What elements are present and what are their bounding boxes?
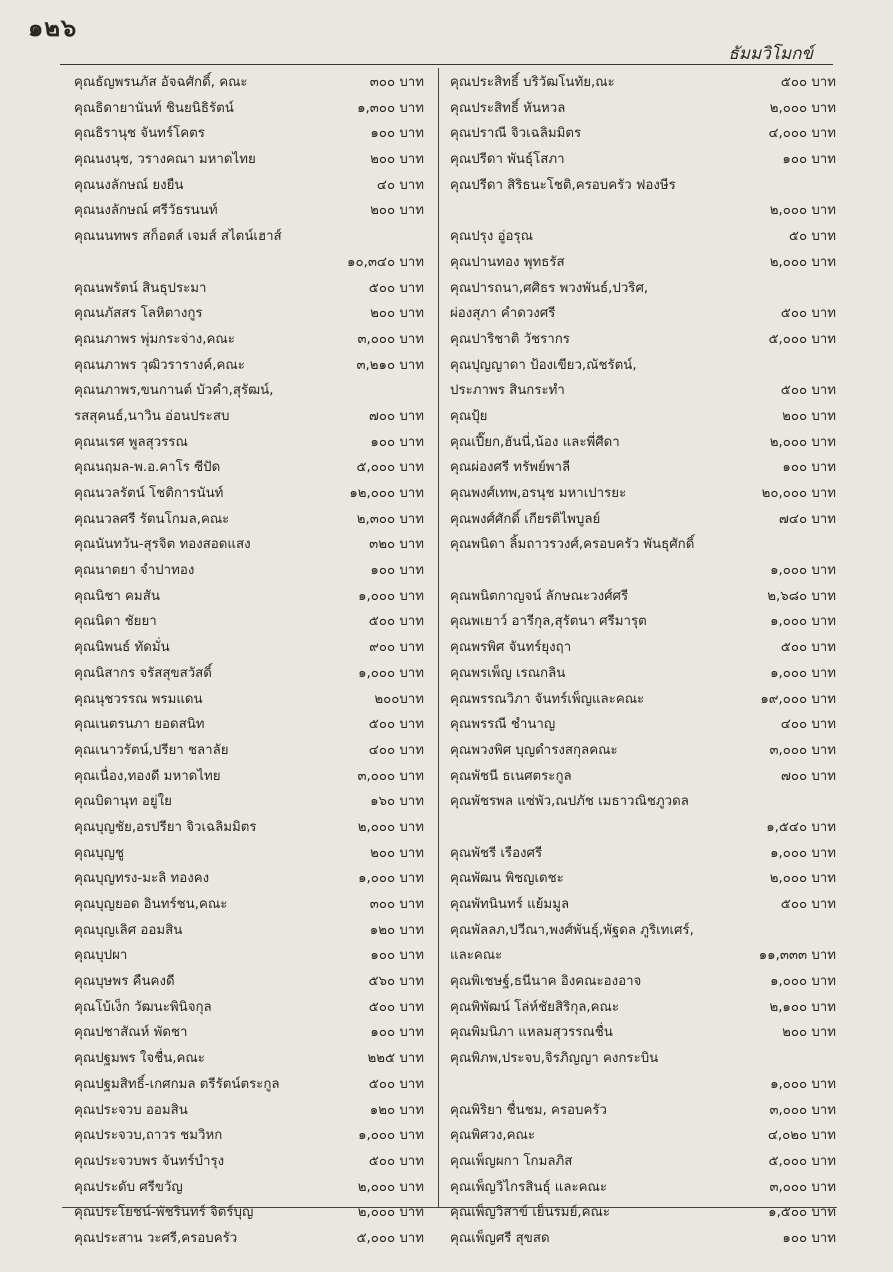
donor-name: คุณบุญชู (74, 845, 125, 861)
donor-entry (74, 147, 424, 173)
donor-name: คุณบุษพร คืนคงดี (74, 974, 175, 990)
donation-amount: ๕,๐๐๐ บาท (356, 1230, 424, 1246)
donor-name: คุณปุ้ย (450, 408, 488, 424)
donor-entry (74, 866, 424, 892)
donor-name: คุณพัฒน พิชญเดชะ (450, 871, 564, 887)
donor-entry (450, 198, 836, 224)
donation-amount: ๑๒๐ บาท (369, 922, 424, 938)
donor-name: คุณปารถนา,ศศิธร พวงพันธ์,ปวริศ, (450, 280, 649, 296)
donor-name: คุณพิศวง,คณะ (450, 1128, 535, 1144)
donor-entry (450, 1175, 836, 1201)
donor-entry (450, 841, 836, 867)
donor-entry (450, 507, 836, 533)
donor-name: คุณเพ็ญผกา โกมลภิส (450, 1153, 573, 1169)
donation-amount (830, 276, 836, 302)
donor-entry (74, 327, 424, 353)
donation-amount: ๒๐๐ บาท (370, 306, 424, 322)
donor-entry (74, 969, 424, 995)
donation-amount: ๒๐,๐๐๐ บาท (761, 486, 836, 501)
donor-entry (74, 918, 424, 944)
donor-entry (450, 1098, 836, 1124)
donation-amount: ๓,๒๑๐ บาท (356, 357, 424, 373)
donor-entry (74, 224, 424, 250)
donor-entry (450, 892, 836, 918)
donation-amount: ๔๐๐ บาท (368, 742, 424, 758)
donor-name: คุณบุปผา (74, 948, 128, 964)
donor-entry (450, 121, 836, 147)
donor-entry (74, 507, 424, 533)
donation-amount: ๑,๐๐๐ บาท (770, 665, 836, 681)
donor-name: คุณพิมนิภา แหลมสุวรรณชื่น (450, 1025, 613, 1041)
donor-entry (74, 1020, 424, 1046)
donation-amount: ๕๐๐ บาท (368, 999, 424, 1015)
donation-amount: ๕๐๐ บาท (368, 1076, 424, 1092)
donor-name: คุณพงศ์ศักดิ์ เกียรติไพบูลย์ (450, 511, 601, 527)
donor-entry (74, 378, 424, 404)
donation-amount: ๑,๐๐๐ บาท (770, 563, 836, 579)
donation-amount: ๓,๐๐๐ บาท (769, 1102, 836, 1118)
donation-amount: ๕๐๐ บาท (368, 717, 424, 733)
donation-amount: ๕,๐๐๐ บาท (768, 331, 836, 347)
donation-amount: ๕๐๐ บาท (368, 1153, 424, 1169)
donor-name: คุณโบ้เง็ก วัฒนะพินิจกุล (74, 999, 212, 1015)
donor-name: คุณปรีดา พันธุ์โสภา (450, 152, 565, 168)
donation-amount: ๒๐๐บาท (374, 691, 424, 707)
donor-entry (450, 918, 836, 944)
donation-amount: ๓,๐๐๐ บาท (769, 1179, 836, 1195)
donor-entry (450, 584, 836, 610)
donation-amount: ๓๐๐ บาท (369, 897, 424, 912)
donor-name: คุณนภาพร พุ่มกระจ่าง,คณะ (74, 331, 235, 347)
donor-name (74, 250, 341, 276)
donation-amount: ๑,๐๐๐ บาท (358, 588, 424, 604)
donation-amount: ๑๒,๐๐๐ บาท (349, 486, 424, 501)
donor-entry (74, 687, 424, 713)
donor-entry (450, 481, 836, 507)
donor-name: คุณนนทพร สก็อตส์ เจมส์ สไตน์เฮาส์ (74, 229, 282, 245)
donation-amount: ๒,๐๐๐ บาท (769, 254, 836, 270)
donor-name: คุณพัลลภ,ปวีณา,พงศ์พันธุ์,พัฐดล ภูริเทเศร์, (450, 922, 694, 938)
donor-name: คุณนิพนธ์ ทัดมั่น (74, 640, 170, 656)
donor-name: คุณพัทนินทร์ แย้มมูล (450, 897, 570, 912)
donation-amount: ๒,๖๘๐ บาท (767, 588, 836, 604)
donation-amount: ๓,๐๐๐ บาท (357, 768, 424, 784)
donor-name: คุณนุชวรรณ พรมแดน (74, 691, 203, 707)
donor-name: คุณนพรัตน์ สินธุประมา (74, 280, 207, 296)
donor-entry (74, 96, 424, 122)
donor-entry (74, 1149, 424, 1175)
donation-amount: ๗๐๐ บาท (368, 408, 424, 424)
donor-entry (74, 1175, 424, 1201)
donor-name (450, 1072, 764, 1098)
donor-entry (74, 455, 424, 481)
donor-name: คุณนภาพร,ขนกานต์ บัวคำ,สุรัฒน์, (74, 383, 274, 399)
donation-amount: ๓๒๐ บาท (369, 537, 424, 553)
donor-entry (74, 301, 424, 327)
donor-entry (450, 250, 836, 276)
donor-name: คุณพวงพิศ บุญดำรงสกุลคณะ (450, 742, 618, 758)
donor-name: คุณพนิดา ลิ้มถาวรวงศ์,ครอบครัว พันธุศักดิ์ (450, 537, 695, 553)
donor-name: คุณพัชนี ธเนศตระกูล (450, 768, 572, 784)
donor-name: คุณปฐมสิทธิ์-เกศกมล ตรีรัตน์ตระกูล (74, 1076, 280, 1092)
donation-amount (830, 918, 836, 944)
donor-entry (74, 353, 424, 379)
donor-name: คุณบุญเลิศ ออมสิน (74, 922, 183, 938)
donation-amount: ๑,๐๐๐ บาท (770, 1076, 836, 1092)
donation-amount (830, 1046, 836, 1072)
donation-amount: ๑๐๐ บาท (782, 460, 836, 476)
donor-name: คุณธิดายานันท์ ชินยนิธิรัตน์ (74, 100, 234, 116)
donor-entry (74, 609, 424, 635)
donor-entry (450, 789, 836, 815)
donor-entry (450, 173, 836, 199)
donation-amount: ๙๐๐ บาท (369, 640, 424, 656)
donor-entry (74, 584, 424, 610)
donor-entry (450, 276, 836, 302)
donor-entry (74, 173, 424, 199)
donor-name: คุณนาตยา จำปาทอง (74, 563, 195, 579)
donor-entry (74, 404, 424, 430)
donor-name (450, 815, 760, 841)
donor-entry (74, 481, 424, 507)
donor-name: คุณธิรานุช จันทร์โคตร (74, 126, 205, 142)
donor-entry (450, 430, 836, 456)
donor-name: คุณพรพิศ จันทร์ยุงฤา (450, 640, 572, 656)
donor-entry (450, 969, 836, 995)
donor-entry (450, 815, 836, 841)
donor-name: คุณนงลักษณ์ ศรีวัธรนนท์ (74, 203, 218, 219)
donor-entry (450, 995, 836, 1021)
donor-entry (450, 1072, 836, 1098)
donor-name: คุณพรรณวิภา จันทร์เพ็ญและคณะ (450, 691, 645, 707)
donor-entry (74, 1123, 424, 1149)
donor-name: คุณพรเพ็ญ เรณกลิน (450, 665, 566, 681)
donor-name: คุณพิภพ,ประจบ,จิรภิญญา คงกระบิน (450, 1051, 659, 1067)
header-title: ธัมมวิโมกข์ (728, 44, 813, 64)
donor-name: คุณปานทอง พุทธรัส (450, 254, 565, 270)
donation-amount: ๑๙,๐๐๐ บาท (760, 691, 836, 707)
donation-amount: ๑๐๐ บาท (370, 563, 424, 579)
donor-name (450, 198, 764, 224)
donor-name: คุณเนาวรัตน์,ปรียา ชลาลัย (74, 742, 229, 758)
donation-amount: ๑๐๐ บาท (370, 948, 424, 964)
donor-name: คุณเพ็ญศรี สุขสด (450, 1230, 550, 1246)
donation-amount: ๑๒๐ บาท (369, 1102, 424, 1118)
donation-amount: ๒๐๐ บาท (370, 203, 424, 219)
donor-entry (450, 661, 836, 687)
donation-amount: ๒,๐๐๐ บาท (769, 434, 836, 450)
donation-amount: ๑๑,๓๓๓ บาท (758, 948, 836, 964)
donation-amount: ๒,๑๐๐ บาท (769, 999, 836, 1015)
donor-entry (74, 1072, 424, 1098)
donation-amount: ๔๐ บาท (376, 177, 424, 193)
donor-name: และคณะ (450, 948, 503, 964)
donor-name: คุณเพ็ญวิไกรสินธุ์ และคณะ (450, 1179, 607, 1195)
donor-name: คุณพงศ์เทพ,อรนุช มหาเปารยะ (450, 486, 627, 501)
donation-amount: ๑๐,๓๔๐ บาท (347, 254, 424, 270)
donor-name: คุณผ่องศรี ทรัพย์พาลี (450, 460, 571, 476)
donor-name: คุณนงลักษณ์ ยงยืน (74, 177, 184, 193)
donor-entry (74, 121, 424, 147)
donor-entry (74, 1226, 424, 1252)
donor-name: คุณนันทวัน-สุรจิต ทองสอดแสง (74, 537, 251, 553)
donor-name: ผ่องสุภา คำดวงศรี (450, 306, 556, 322)
donation-amount: ๑,๐๐๐ บาท (770, 614, 836, 630)
donor-name: คุณประสิทธิ์ บริวัฒโนทัย,ณะ (450, 75, 615, 90)
donor-name: คุณเนื่อง,ทองดี มหาดไทย (74, 768, 221, 784)
donor-entry (74, 1200, 424, 1226)
donor-entry (450, 96, 836, 122)
donor-entry (450, 687, 836, 713)
donor-entry (74, 892, 424, 918)
donation-amount: ๓๐๐ บาท (369, 75, 424, 90)
donor-name: คุณพเยาว์ อารีกุล,สุรัตนา ศรีมารุต (450, 614, 647, 630)
donor-entry (74, 661, 424, 687)
donation-amount: ๑,๓๐๐ บาท (357, 100, 424, 116)
donor-name: คุณบิดานุท อยู่ใย (74, 794, 172, 810)
donor-name: คุณประสาน วะศรี,ครอบครัว (74, 1230, 238, 1246)
donation-amount (830, 173, 836, 199)
donor-entry (450, 532, 836, 558)
donation-amount: ๒,๐๐๐ บาท (357, 1205, 424, 1221)
donation-amount (418, 378, 424, 404)
right-column (450, 70, 836, 1252)
donor-name: คุณประจวบ,ถาวร ชมวิหก (74, 1128, 223, 1144)
donation-amount: ๑๐๐ บาท (782, 152, 836, 168)
donation-amount: ๒,๐๐๐ บาท (357, 819, 424, 835)
donor-name: คุณนภาพร วุฒิวรารางค์,คณะ (74, 357, 245, 373)
column-divider (438, 68, 439, 1208)
donation-amount: ๑๐๐ บาท (782, 1230, 836, 1246)
donation-amount: ๔,๐๐๐ บาท (768, 126, 836, 142)
donor-name: คุณธัญพรนภัส อัจฉศักดิ์, คณะ (74, 75, 248, 90)
donation-amount: ๑,๐๐๐ บาท (770, 845, 836, 861)
donor-entry (450, 353, 836, 379)
donor-name: คุณพนิตกาญจน์ ลักษณะวงศ์ศรี (450, 588, 629, 604)
donation-amount: ๕๐๐ บาท (780, 640, 836, 656)
donor-entry (450, 378, 836, 404)
donation-amount: ๕,๐๐๐ บาท (356, 460, 424, 476)
donor-entry (450, 404, 836, 430)
donor-entry (74, 276, 424, 302)
donor-name: คุณนวลรัตน์ โชติการนันท์ (74, 486, 224, 501)
donor-entry (450, 327, 836, 353)
donor-entry (74, 430, 424, 456)
donor-entry (74, 943, 424, 969)
donor-name: รสสุคนธ์,นาวิน อ่อนประสบ (74, 408, 230, 424)
donor-name (450, 558, 764, 584)
donation-amount: ๗๔๐ บาท (778, 511, 836, 527)
donor-name: คุณปรีดา สิริธนะโชติ,ครอบครัว ฟองษีร (450, 177, 676, 193)
donor-entry (450, 712, 836, 738)
donor-name: ประภาพร สินกระทำ (450, 383, 565, 399)
donor-entry (74, 1098, 424, 1124)
donation-amount: ๒,๓๐๐ บาท (356, 511, 424, 527)
donation-amount: ๕๐๐ บาท (780, 897, 836, 912)
donation-amount: ๒๐๐ บาท (370, 152, 424, 168)
donation-amount: ๑๖๐ บาท (370, 794, 424, 810)
donor-name: คุณนเรศ พูลสุวรรณ (74, 434, 188, 450)
donor-entry (74, 789, 424, 815)
donor-name: คุณเปี๊ยก,ฮันนี่,น้อง และพี่ศีดา (450, 434, 620, 450)
donor-name: คุณบุญทรง-มะลิ ทองคง (74, 871, 210, 887)
donor-entry (74, 635, 424, 661)
donation-amount (830, 532, 836, 558)
donation-amount: ๕๐๐ บาท (780, 75, 836, 90)
donation-amount: ๒,๐๐๐ บาท (769, 100, 836, 116)
donor-name: คุณปราณี จิวเฉลิมมิตร (450, 126, 582, 142)
donation-amount (830, 789, 836, 815)
donation-amount (830, 353, 836, 379)
donation-amount: ๕๐ บาท (788, 229, 836, 245)
donor-name: คุณปาริชาติ วัชรากร (450, 331, 570, 347)
donor-entry (74, 198, 424, 224)
donor-entry (74, 764, 424, 790)
donation-amount: ๕๐๐ บาท (780, 306, 836, 322)
donation-amount: ๒๐๐ บาท (782, 1025, 836, 1041)
donor-entry (450, 1200, 836, 1226)
donation-amount: ๑๐๐ บาท (370, 434, 424, 450)
donor-entry (450, 301, 836, 327)
donor-entry (450, 738, 836, 764)
donation-amount: ๑๐๐ บาท (370, 1025, 424, 1041)
donation-amount: ๒,๐๐๐ บาท (769, 203, 836, 219)
donation-amount: ๓,๐๐๐ บาท (769, 742, 836, 758)
donation-amount: ๑,๐๐๐ บาท (358, 871, 424, 887)
donor-entry (450, 609, 836, 635)
donor-name: คุณนิชา คมสัน (74, 588, 160, 604)
donation-amount: ๑,๕๔๐ บาท (766, 819, 836, 835)
donor-name: คุณปฐมพร ใจชื่น,คณะ (74, 1051, 205, 1067)
donor-name: คุณประโยชน์-พัชรินทร์ จิตร์บุญ (74, 1205, 254, 1221)
donor-name: คุณนฤมล-พ.อ.คาโร ซีปัด (74, 460, 221, 476)
donation-amount: ๒๒๕ บาท (367, 1051, 424, 1067)
donor-list (62, 68, 837, 1246)
donation-amount: ๕๐๐ บาท (368, 614, 424, 630)
donor-entry (450, 1123, 836, 1149)
donor-entry (450, 224, 836, 250)
donor-entry (74, 558, 424, 584)
page-number: ๑๒๖ (28, 14, 78, 42)
donor-entry (450, 866, 836, 892)
donor-entry (74, 815, 424, 841)
donor-entry (450, 147, 836, 173)
donation-amount: ๓,๐๐๐ บาท (357, 331, 424, 347)
donor-name: คุณประจวบ ออมสิน (74, 1102, 188, 1118)
donation-amount: ๔,๐๒๐ บาท (767, 1128, 836, 1144)
donor-name: คุณปชาสัณห์ พัดชา (74, 1025, 188, 1041)
donation-amount: ๗๐๐ บาท (780, 768, 836, 784)
donor-name: คุณพัชรพล แซ่พัว,ณปภัช เมธาวณิชภูวดล (450, 794, 689, 810)
donor-entry (74, 738, 424, 764)
donor-entry (450, 558, 836, 584)
donor-entry (450, 635, 836, 661)
donor-name: คุณประสิทธิ์ หันหวล (450, 100, 566, 116)
donor-entry (450, 1046, 836, 1072)
donation-amount: ๒๐๐ บาท (370, 845, 424, 861)
donation-amount: ๑๐๐ บาท (370, 126, 424, 142)
donor-name: คุณประจวบพร จันทร์บำรุง (74, 1153, 225, 1169)
donor-entry (450, 70, 836, 96)
running-header (0, 36, 893, 66)
header-rule (60, 64, 833, 65)
donor-entry (450, 1226, 836, 1252)
donor-entry (450, 943, 836, 969)
left-column (74, 70, 424, 1252)
donation-amount: ๒,๐๐๐ บาท (769, 871, 836, 887)
donation-amount: ๕,๐๐๐ บาท (768, 1153, 836, 1169)
donor-name: คุณพิเชษฐ์,ธนีนาค อิงคณะองอาจ (450, 974, 642, 990)
donor-entry (74, 712, 424, 738)
donor-entry (74, 250, 424, 276)
donor-name: คุณนงนุช, วรางคณา มหาดไทย (74, 152, 256, 168)
donor-name: คุณพิพัฒน์ โล่ห์ชัยสิริกุล,คณะ (450, 999, 620, 1015)
donor-entry (74, 532, 424, 558)
donor-name: คุณพิริยา ชื่นชม, ครอบครัว (450, 1102, 607, 1118)
donor-entry (74, 841, 424, 867)
donor-name: คุณนิสากร จรัสสุขสวัสดิ์ (74, 665, 212, 681)
donation-amount: ๕๐๐ บาท (780, 383, 836, 399)
donor-name: คุณนิดา ชัยยา (74, 614, 157, 630)
donation-amount: ๑,๕๐๐ บาท (768, 1205, 836, 1221)
donor-name: คุณบุญยอด อินทร์ชน,คณะ (74, 897, 228, 912)
donor-entry (450, 1020, 836, 1046)
donation-amount: ๑,๐๐๐ บาท (770, 974, 836, 990)
donor-entry (450, 455, 836, 481)
donation-amount: ๕๖๐ บาท (368, 974, 424, 990)
donation-amount: ๕๐๐ บาท (368, 280, 424, 296)
donor-entry (450, 1149, 836, 1175)
donor-entry (74, 70, 424, 96)
donor-name: คุณพัชรี เรืองศรี (450, 845, 543, 861)
donor-name: คุณพรรณี ชำนาญ (450, 717, 556, 733)
donor-entry (74, 1046, 424, 1072)
donation-amount (418, 224, 424, 250)
donor-name: คุณปุญญาดา ป้องเขียว,ณัชรัตน์, (450, 357, 637, 373)
donation-amount: ๔๐๐ บาท (780, 717, 836, 733)
donor-name: คุณนวลศรี รัตนโกมล,คณะ (74, 511, 230, 527)
donor-name: คุณบุญชัย,อรปรียา จิวเฉลิมมิตร (74, 819, 257, 835)
donor-entry (74, 995, 424, 1021)
donor-name: คุณนภัสสร โลหิตางกูร (74, 306, 203, 322)
donation-amount: ๒๐๐ บาท (782, 408, 836, 424)
donor-name: คุณเพ็ญวิสาข์ เย็นรมย์,คณะ (450, 1205, 610, 1221)
donation-amount: ๒,๐๐๐ บาท (357, 1179, 424, 1195)
donor-name: คุณปรุง อู่อรุณ (450, 229, 533, 245)
donor-entry (450, 764, 836, 790)
donor-name: คุณประดับ ศรีขวัญ (74, 1179, 183, 1195)
donation-amount: ๑,๐๐๐ บาท (358, 1128, 424, 1144)
donor-name: คุณเนตรนภา ยอดสนิท (74, 717, 205, 733)
donation-amount: ๑,๐๐๐ บาท (358, 665, 424, 681)
